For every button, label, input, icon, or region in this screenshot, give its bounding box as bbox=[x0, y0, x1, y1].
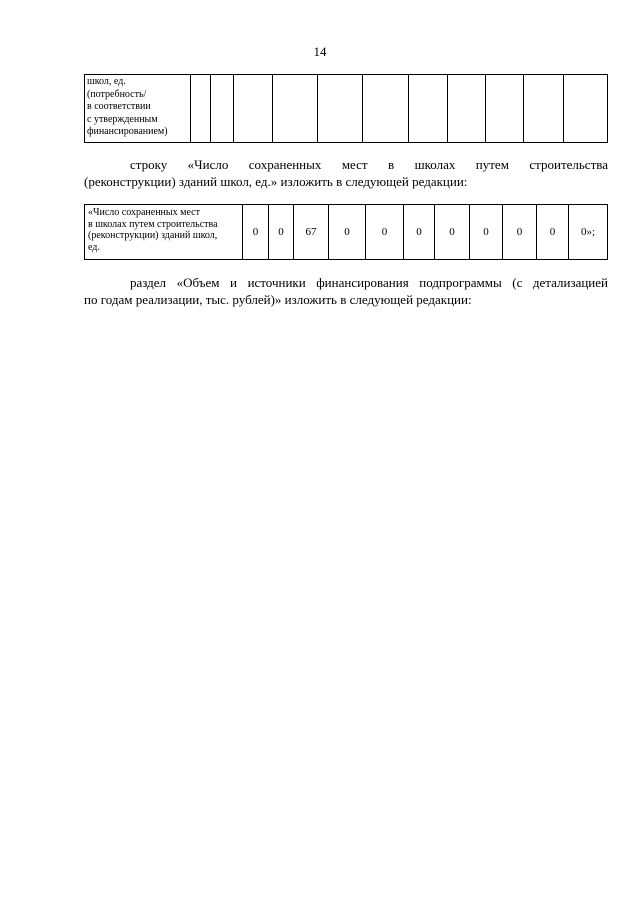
table-row bbox=[85, 75, 608, 143]
value-cell: 0 bbox=[404, 205, 435, 260]
empty-cell bbox=[408, 75, 447, 143]
empty-cell bbox=[272, 75, 318, 143]
instruction-paragraph-1 bbox=[84, 156, 608, 190]
value-cell: 67 bbox=[294, 205, 329, 260]
value-cell: 0 bbox=[243, 205, 269, 260]
empty-cell bbox=[190, 75, 210, 143]
label-line: (реконструкции) зданий школ, bbox=[88, 230, 218, 241]
value-cell: 0 bbox=[470, 205, 503, 260]
label-line: финансированием) bbox=[87, 126, 168, 137]
value-cell: 0 bbox=[435, 205, 470, 260]
empty-cell bbox=[486, 75, 524, 143]
label-line: в соответствии bbox=[87, 101, 151, 112]
continued-indicator-table bbox=[84, 74, 608, 143]
value-cell: 0»; bbox=[569, 205, 608, 260]
label-line: «Число сохраненных мест bbox=[88, 207, 200, 218]
empty-cell bbox=[210, 75, 233, 143]
value-cell: 0 bbox=[329, 205, 366, 260]
empty-cell bbox=[233, 75, 272, 143]
value-cell: 0 bbox=[269, 205, 294, 260]
value-cell: 0 bbox=[366, 205, 404, 260]
value-cell: 0 bbox=[503, 205, 537, 260]
paragraph-line: по годам реализации, тыс. рублей)» изложить в следующей редакции: bbox=[84, 292, 472, 307]
empty-cell bbox=[564, 75, 608, 143]
indicator-label-cell bbox=[85, 75, 191, 143]
label-line: школ, ед. bbox=[87, 76, 126, 87]
label-line: (потребность/ bbox=[87, 88, 147, 100]
empty-cell bbox=[447, 75, 486, 143]
label-line: в школах путем строительства bbox=[88, 218, 218, 230]
indicator-label-cell bbox=[85, 205, 243, 260]
replacement-indicator-table bbox=[84, 204, 608, 260]
paragraph-line: строку «Число сохраненных мест в школах путем строительства bbox=[130, 157, 608, 172]
empty-cell bbox=[363, 75, 409, 143]
label-line: с утвержденным bbox=[87, 113, 158, 125]
label-line: ед. bbox=[88, 241, 100, 253]
paragraph-line: раздел «Объем и источники финансирования подпрограммы (с детализацией bbox=[130, 275, 608, 290]
page-number: 14 bbox=[313, 44, 327, 59]
paragraph-line: (реконструкции) зданий школ, ед.» изложить в следующей редакции: bbox=[84, 174, 468, 189]
table-row bbox=[85, 205, 608, 260]
empty-cell bbox=[318, 75, 363, 143]
empty-cell bbox=[524, 75, 564, 143]
instruction-paragraph-2 bbox=[84, 274, 608, 308]
value-cell: 0 bbox=[537, 205, 569, 260]
